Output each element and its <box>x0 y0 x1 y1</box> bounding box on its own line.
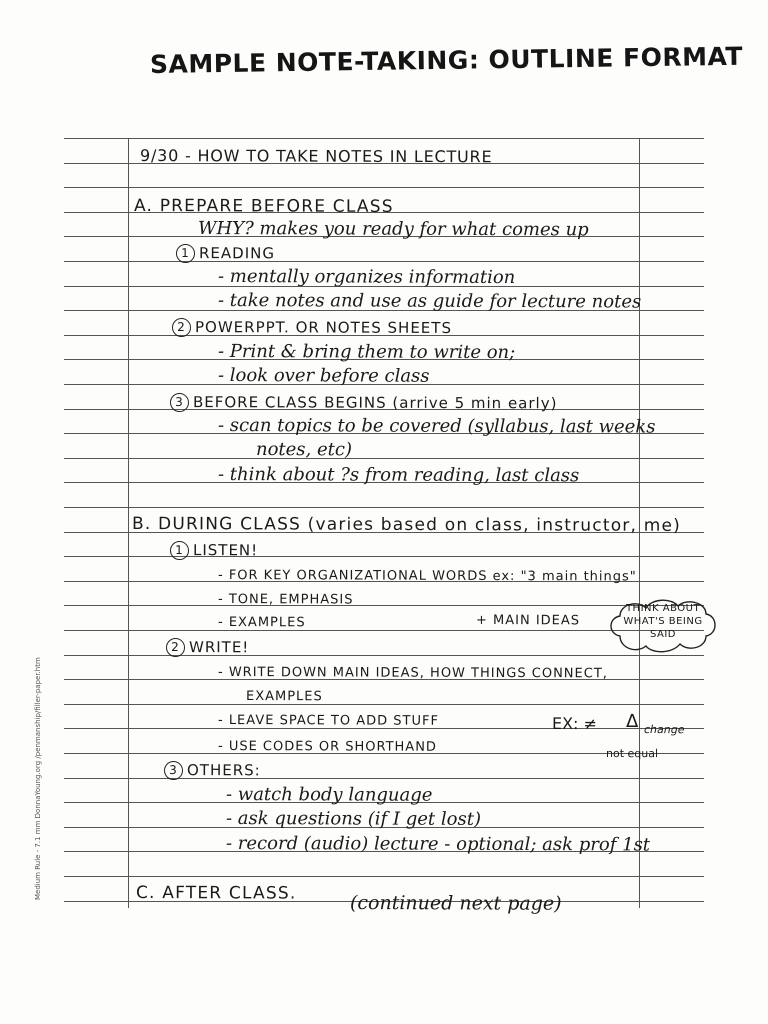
item-a3 <box>170 392 558 413</box>
ruled-line <box>64 458 704 459</box>
section-a-heading: A. PREPARE BEFORE CLASS <box>133 196 394 217</box>
thought-cloud-text: THINK ABOUT WHAT'S BEING SAID <box>623 603 703 640</box>
item-b3-bullet-1: - watch body language <box>225 784 433 806</box>
item-b3-bullet-3: - record (audio) lecture - optional; ask prof 1st <box>225 833 651 856</box>
item-b1-bullet-3: - EXAMPLES <box>217 615 306 631</box>
paper-source-note: Medium Rule - 7.1 mm DonnaYoung.org /penmanship/filler-paper.htm <box>34 657 42 900</box>
item-a3-bullet-2: - think about ?s from reading, last class <box>217 464 580 487</box>
item-b2-label: WRITE! <box>188 638 250 657</box>
number-circle: 2 <box>166 638 185 657</box>
item-b2 <box>166 637 249 657</box>
section-b-heading: B. DURING CLASS (varies based on class, instructor, me) <box>131 514 682 536</box>
continued-note: (continued next page) <box>349 892 562 915</box>
number-circle: 2 <box>172 318 191 337</box>
ruled-line <box>64 138 704 139</box>
item-a2-label: POWERPPT. OR NOTES SHEETS <box>194 318 453 337</box>
item-a3-bullet-1: - scan topics to be covered (syllabus, last weeks <box>217 415 656 438</box>
item-a1-label: READING <box>198 244 276 263</box>
item-b2-bullet-3: - USE CODES OR SHORTHAND <box>217 739 437 755</box>
item-b2-bullet-1: - WRITE DOWN MAIN IDEAS, HOW THINGS CONNECT, <box>217 665 608 682</box>
item-a1-bullet-2: - take notes and use as guide for lecture notes <box>217 290 642 313</box>
ruled-line <box>64 655 704 656</box>
item-a3-bullet-1-cont: notes, etc) <box>255 439 353 461</box>
item-a1 <box>176 243 275 263</box>
ruled-line <box>64 556 704 557</box>
number-circle: 3 <box>170 393 189 412</box>
item-b2-bullet-1-cont: EXAMPLES <box>245 689 323 705</box>
item-b1-label: LISTEN! <box>192 541 259 560</box>
page-title: SAMPLE NOTE-TAKING: OUTLINE FORMAT <box>149 41 744 79</box>
item-a2-bullet-2: - look over before class <box>217 365 430 387</box>
item-b1-bullet-1: - FOR KEY ORGANIZATIONAL WORDS ex: "3 main things" <box>217 568 637 585</box>
main-ideas-note: + MAIN IDEAS <box>475 613 581 629</box>
delta-caption: change <box>643 723 685 737</box>
item-b2-bullet-2: - LEAVE SPACE TO ADD STUFF <box>217 713 439 729</box>
item-b1 <box>170 540 258 560</box>
left-margin-line <box>128 138 129 908</box>
ruled-line <box>64 778 704 779</box>
ruled-line <box>64 261 704 262</box>
ruled-line <box>64 507 704 508</box>
section-a-why: WHY? makes you ready for what comes up <box>197 218 589 241</box>
number-circle: 3 <box>164 761 183 780</box>
item-a2 <box>172 317 452 338</box>
item-b1-bullet-2: - TONE, EMPHASIS <box>217 592 354 608</box>
not-equal-caption: not equal <box>605 747 659 761</box>
ruled-line <box>64 704 704 705</box>
section-c-heading: C. AFTER CLASS. <box>135 883 297 904</box>
delta-symbol: Δ <box>625 711 639 733</box>
item-b3 <box>164 760 261 780</box>
item-a3-label: BEFORE CLASS BEGINS (arrive 5 min early) <box>192 393 558 413</box>
item-b3-bullet-2: - ask questions (if I get lost) <box>225 808 482 830</box>
ruled-line <box>64 876 704 877</box>
not-equal-example: EX: ≠ <box>551 714 597 734</box>
number-circle: 1 <box>170 541 189 560</box>
item-b3-label: OTHERS: <box>186 761 261 780</box>
ruled-line <box>64 187 704 188</box>
number-circle: 1 <box>176 244 195 263</box>
date-heading: 9/30 - HOW TO TAKE NOTES IN LECTURE <box>139 146 493 167</box>
item-a2-bullet-1: - Print & bring them to write on; <box>217 341 516 364</box>
item-a1-bullet-1: - mentally organizes information <box>217 266 516 289</box>
